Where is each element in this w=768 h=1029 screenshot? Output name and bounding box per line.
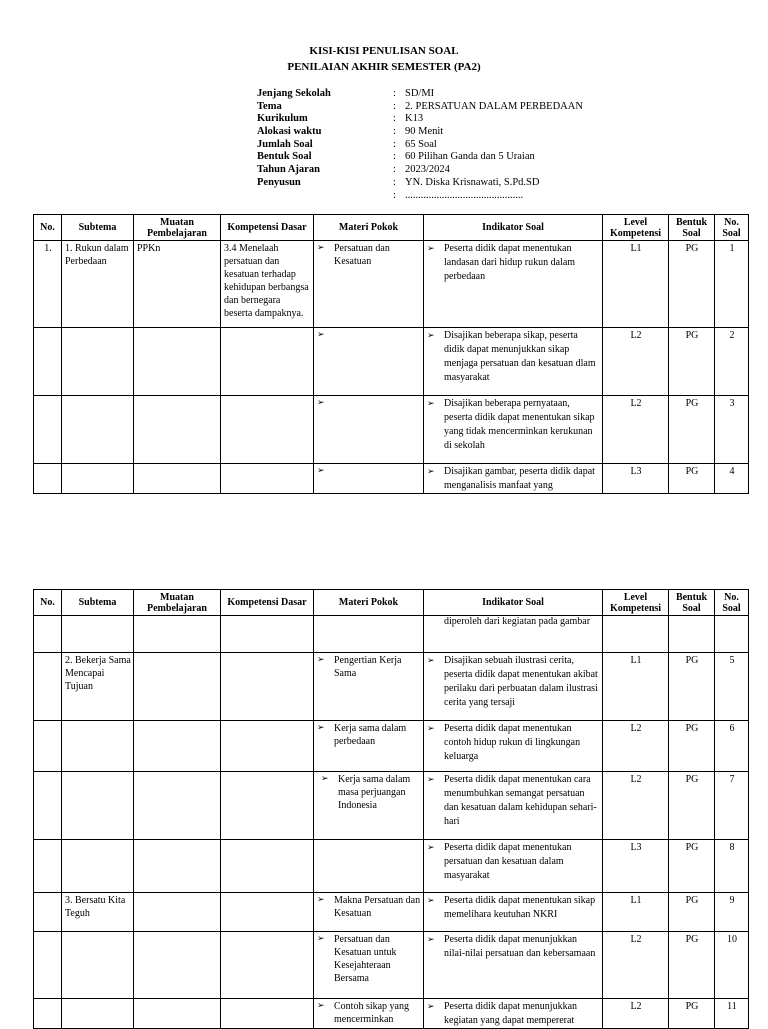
meta-label: Tema xyxy=(257,100,282,112)
cell-no xyxy=(34,721,62,772)
meta-label: Alokasi waktu xyxy=(257,126,322,138)
cell-bentuk: PG xyxy=(669,772,715,840)
header-no-soal: No. Soal xyxy=(715,215,749,241)
meta-row xyxy=(257,139,583,152)
cell-materi-pokok xyxy=(314,893,424,932)
table-row xyxy=(34,999,749,1029)
cell-kompetensi-dasar xyxy=(221,932,314,999)
meta-value: 2023/2024 xyxy=(405,164,450,176)
table-header-row xyxy=(34,215,749,241)
cell-kompetensi-dasar xyxy=(221,396,314,464)
cell-level: L3 xyxy=(603,464,669,494)
meta-value: 2. PERSATUAN DALAM PERBEDAAN xyxy=(405,100,583,112)
cell-materi-pokok xyxy=(314,772,424,840)
cell-muatan xyxy=(134,721,221,772)
document-title: KISI-KISI PENULISAN SOAL xyxy=(309,45,459,57)
table-header-row xyxy=(34,590,749,616)
cell-kompetensi-dasar xyxy=(221,999,314,1029)
cell-no xyxy=(34,328,62,396)
materi-bullet: ➢ Makna Persatuan dan Kesatuan xyxy=(317,894,421,920)
meta-value: SD/MI xyxy=(405,88,435,99)
cell-kompetensi-dasar: 3.4 Menelaah persatuan dan kesatuan terhadap kehidupan berbangsa dan bernegara beserta dampaknya. xyxy=(221,241,314,328)
header-muatan: Muatan Pembelajaran xyxy=(134,215,221,241)
cell-indikator xyxy=(424,721,603,772)
cell-materi-pokok xyxy=(314,999,424,1029)
cell-no xyxy=(34,840,62,893)
materi-bullet: ➢ Persatuan dan Kesatuan xyxy=(317,242,421,268)
cell-level: L2 xyxy=(603,328,669,396)
materi-bullet: ➢ Persatuan dan Kesatuan untuk Kesejahteraan Bersama xyxy=(317,933,421,985)
meta-row xyxy=(257,101,583,114)
cell-bentuk: PG xyxy=(669,999,715,1029)
cell-no-soal: 2 xyxy=(715,328,749,396)
cell-no-soal: 7 xyxy=(715,772,749,840)
cell-materi-pokok xyxy=(314,721,424,772)
meta-value: ............................................. xyxy=(405,189,524,201)
cell-subtema: 2. Bekerja Sama Mencapai Tujuan xyxy=(62,653,134,721)
cell-kompetensi-dasar xyxy=(221,328,314,396)
cell-materi-pokok xyxy=(314,840,424,893)
meta-colon: : xyxy=(393,189,396,201)
meta-value: YN. Diska Krisnawati, S.Pd.SD xyxy=(405,176,540,188)
cell-subtema xyxy=(62,464,134,494)
cell-kompetensi-dasar xyxy=(221,653,314,721)
cell-muatan xyxy=(134,932,221,999)
meta-colon: : xyxy=(393,164,396,176)
cell-muatan xyxy=(134,999,221,1029)
cell-kompetensi-dasar xyxy=(221,893,314,932)
cell-subtema xyxy=(62,999,134,1029)
cell-subtema xyxy=(62,616,134,653)
cell-kompetensi-dasar xyxy=(221,840,314,893)
cell-muatan xyxy=(134,328,221,396)
header-indikator-soal: Indikator Soal xyxy=(424,215,603,241)
header-kompetensi-dasar: Kompetensi Dasar xyxy=(221,215,314,241)
materi-bullet: ➢ Pengertian Kerja Sama xyxy=(317,654,421,680)
kisi-table-1 xyxy=(33,214,749,494)
cell-no-soal: 11 xyxy=(715,999,749,1029)
indikator-bullet: ➢ Peserta didik dapat menunjukkan nilai-nilai persatuan dan kebersamaan xyxy=(427,933,600,961)
meta-colon: : xyxy=(393,126,396,138)
meta-row xyxy=(257,113,583,126)
cell-level: L2 xyxy=(603,721,669,772)
cell-indikator xyxy=(424,772,603,840)
cell-kompetensi-dasar xyxy=(221,616,314,653)
meta-row xyxy=(257,190,583,203)
cell-materi-pokok xyxy=(314,932,424,999)
cell-no xyxy=(34,396,62,464)
cell-subtema xyxy=(62,840,134,893)
cell-kompetensi-dasar xyxy=(221,464,314,494)
cell-level: L2 xyxy=(603,772,669,840)
meta-label: Jumlah Soal xyxy=(257,138,313,150)
cell-subtema xyxy=(62,772,134,840)
cell-muatan: PPKn xyxy=(134,241,221,328)
cell-materi-pokok xyxy=(314,396,424,464)
table-row xyxy=(34,396,749,464)
cell-subtema xyxy=(62,396,134,464)
cell-muatan xyxy=(134,616,221,653)
materi-bullet: ➢ Contoh sikap yang mencerminkan xyxy=(317,1000,421,1026)
cell-no: 1. xyxy=(34,241,62,328)
meta-colon: : xyxy=(393,100,396,112)
header-subtema: Subtema xyxy=(62,215,134,241)
cell-subtema xyxy=(62,328,134,396)
cell-indikator xyxy=(424,999,603,1029)
cell-no-soal: 6 xyxy=(715,721,749,772)
cell-kompetensi-dasar xyxy=(221,772,314,840)
table-row xyxy=(34,932,749,999)
cell-indikator xyxy=(424,396,603,464)
cell-subtema: 1. Rukun dalam Perbedaan xyxy=(62,241,134,328)
cell-no xyxy=(34,616,62,653)
cell-level: L1 xyxy=(603,241,669,328)
indikator-bullet: ➢ Peserta didik dapat menentukan persatuan dan kesatuan dalam masyarakat xyxy=(427,841,600,883)
meta-row xyxy=(257,177,583,190)
indikator-bullet: ➢ Disajikan gambar, peserta didik dapat menganalisis manfaat yang xyxy=(427,465,600,493)
meta-label: Kurikulum xyxy=(257,113,308,125)
cell-no-soal: 4 xyxy=(715,464,749,494)
cell-level: L2 xyxy=(603,932,669,999)
cell-muatan xyxy=(134,396,221,464)
indikator-bullet: ➢ Peserta didik dapat menentukan contoh hidup rukun di lingkungan keluarga xyxy=(427,722,600,764)
cell-subtema xyxy=(62,721,134,772)
indikator-bullet: ➢ Disajikan sebuah ilustrasi cerita, peserta didik dapat menentukan akibat perilaku dari perbuatan dalam ilustrasi cerita yang tersaji xyxy=(427,654,600,710)
meta-label xyxy=(257,190,393,203)
cell-no-soal: 3 xyxy=(715,396,749,464)
table-row xyxy=(34,721,749,772)
cell-indikator xyxy=(424,840,603,893)
cell-no-soal: 8 xyxy=(715,840,749,893)
meta-row xyxy=(257,151,583,164)
materi-bullet xyxy=(317,465,421,478)
cell-muatan xyxy=(134,464,221,494)
meta-colon: : xyxy=(393,138,396,150)
meta-row xyxy=(257,126,583,139)
meta-label: Jenjang Sekolah xyxy=(257,88,331,99)
cell-no xyxy=(34,999,62,1029)
header-no: No. xyxy=(34,590,62,616)
cell-no xyxy=(34,653,62,721)
meta-value: 60 Pilihan Ganda dan 5 Uraian xyxy=(405,151,535,163)
meta-label: Tahun Ajaran xyxy=(257,164,320,176)
cell-level: L2 xyxy=(603,999,669,1029)
meta-colon: : xyxy=(393,88,396,99)
header-materi-pokok: Materi Pokok xyxy=(314,215,424,241)
cell-bentuk: PG xyxy=(669,721,715,772)
cell-bentuk: PG xyxy=(669,840,715,893)
indikator-bullet: ➢ Peserta didik dapat menentukan landasan dari hidup rukun dalam perbedaan xyxy=(427,242,600,284)
meta-info xyxy=(257,88,583,202)
cell-indikator xyxy=(424,932,603,999)
cell-materi-pokok xyxy=(314,328,424,396)
cell-materi-pokok xyxy=(314,464,424,494)
meta-value: 90 Menit xyxy=(405,126,444,138)
table-row xyxy=(34,616,749,653)
cell-level: L1 xyxy=(603,893,669,932)
cell-bentuk: PG xyxy=(669,241,715,328)
cell-level xyxy=(603,616,669,653)
header-no-soal: No. Soal xyxy=(715,590,749,616)
cell-bentuk: PG xyxy=(669,328,715,396)
cell-no xyxy=(34,772,62,840)
cell-no-soal xyxy=(715,616,749,653)
indikator-bullet: ➢ Disajikan beberapa sikap, peserta didik dapat menunjukkan sikap menjaga persatuan dan kesatuan dlam masyarakat xyxy=(427,329,600,385)
meta-row xyxy=(257,164,583,177)
cell-no xyxy=(34,464,62,494)
header-materi-pokok: Materi Pokok xyxy=(314,590,424,616)
cell-materi-pokok xyxy=(314,241,424,328)
table-row xyxy=(34,893,749,932)
cell-muatan xyxy=(134,653,221,721)
header-level: Level Kompetensi xyxy=(603,590,669,616)
meta-label: Penyusun xyxy=(257,176,301,188)
cell-no-soal: 9 xyxy=(715,893,749,932)
cell-indikator xyxy=(424,893,603,932)
meta-label: Bentuk Soal xyxy=(257,151,312,163)
kisi-table-2 xyxy=(33,589,749,1029)
cell-muatan xyxy=(134,893,221,932)
cell-no xyxy=(34,932,62,999)
cell-no-soal: 10 xyxy=(715,932,749,999)
cell-muatan xyxy=(134,772,221,840)
header-subtema: Subtema xyxy=(62,590,134,616)
meta-colon: : xyxy=(393,151,396,163)
cell-level: L3 xyxy=(603,840,669,893)
indikator-bullet: ➢ Disajikan beberapa pernyataan, peserta didik dapat menentukan sikap yang tidak mencerminkan kerukunan di sekolah xyxy=(427,397,600,453)
header-no: No. xyxy=(34,215,62,241)
header-muatan: Muatan Pembelajaran xyxy=(134,590,221,616)
header-indikator-soal: Indikator Soal xyxy=(424,590,603,616)
materi-bullet xyxy=(317,329,421,342)
indikator-continued: diperoleh dari kegiatan pada gambar xyxy=(444,616,591,627)
header-bentuk-soal: Bentuk Soal xyxy=(669,590,715,616)
cell-level: L2 xyxy=(603,396,669,464)
table-row xyxy=(34,328,749,396)
materi-bullet: ➢ Kerja sama dalam perbedaan xyxy=(317,722,421,748)
meta-row xyxy=(257,88,583,101)
cell-bentuk xyxy=(669,616,715,653)
cell-kompetensi-dasar xyxy=(221,721,314,772)
meta-value: 65 Soal xyxy=(405,138,437,150)
document-subtitle: PENILAIAN AKHIR SEMESTER (PA2) xyxy=(287,61,481,73)
cell-materi-pokok xyxy=(314,653,424,721)
indikator-bullet: ➢ Peserta didik dapat menunjukkan kegiatan yang dapat mempererat xyxy=(427,1000,600,1028)
meta-value: K13 xyxy=(405,113,424,125)
table-row xyxy=(34,241,749,328)
indikator-bullet: ➢ Peserta didik dapat menentukan cara menumbuhkan semangat persatuan dan kesatuan dalam kehidupan sehari-hari xyxy=(427,773,600,829)
table-row xyxy=(34,464,749,494)
header-bentuk-soal: Bentuk Soal xyxy=(669,215,715,241)
header-level: Level Kompetensi xyxy=(603,215,669,241)
cell-muatan xyxy=(134,840,221,893)
cell-indikator xyxy=(424,653,603,721)
cell-no xyxy=(34,893,62,932)
cell-bentuk: PG xyxy=(669,396,715,464)
indikator-bullet: ➢ Peserta didik dapat menentukan sikap memelihara keutuhan NKRI xyxy=(427,894,600,922)
table-row xyxy=(34,772,749,840)
cell-no-soal: 5 xyxy=(715,653,749,721)
cell-indikator xyxy=(424,241,603,328)
cell-indikator xyxy=(424,464,603,494)
cell-materi-pokok xyxy=(314,616,424,653)
cell-no-soal: 1 xyxy=(715,241,749,328)
table-row xyxy=(34,653,749,721)
meta-colon: : xyxy=(393,113,396,125)
materi-bullet xyxy=(317,397,421,410)
cell-subtema xyxy=(62,932,134,999)
meta-colon: : xyxy=(393,176,396,188)
cell-bentuk: PG xyxy=(669,893,715,932)
cell-bentuk: PG xyxy=(669,653,715,721)
cell-level: L1 xyxy=(603,653,669,721)
cell-indikator xyxy=(424,328,603,396)
materi-bullet: ➢ Kerja sama dalam masa perjuangan Indonesia xyxy=(321,773,421,812)
cell-bentuk: PG xyxy=(669,932,715,999)
cell-bentuk: PG xyxy=(669,464,715,494)
header-kompetensi-dasar: Kompetensi Dasar xyxy=(221,590,314,616)
cell-indikator xyxy=(424,616,603,653)
cell-subtema: 3. Bersatu Kita Teguh xyxy=(62,893,134,932)
table-row xyxy=(34,840,749,893)
